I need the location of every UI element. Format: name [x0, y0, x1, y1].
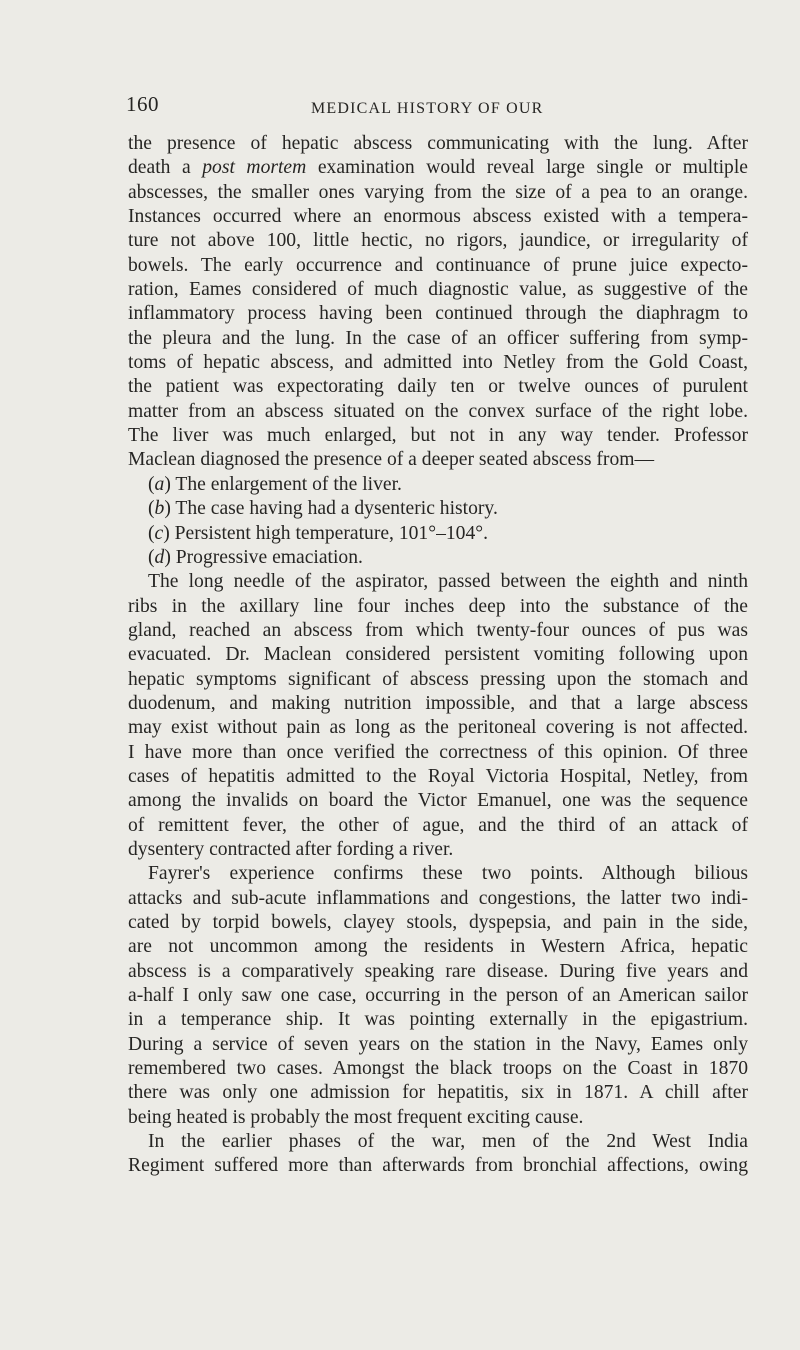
- text-line: inflammatory process having been continued through the diaphragm to: [128, 303, 748, 325]
- text-line: remembered two cases. Amongst the black troops on the Coast in 1870: [128, 1058, 748, 1080]
- list-item-c: (c) Persistent high temperature, 101°–104°.: [148, 522, 488, 544]
- list-letter: a: [154, 473, 165, 495]
- page-number: 160: [126, 92, 159, 116]
- text-line: the presence of hepatic abscess communicating with the lung. After: [128, 133, 748, 154]
- text-line: dysentery contracted after fording a river.: [128, 838, 454, 860]
- text-line: ration, Eames considered of much diagnostic value, as suggestive of the: [128, 279, 748, 301]
- text-line: abscess is a comparatively speaking rare disease. During five years and: [128, 960, 748, 982]
- list-item-b: (b) The case having had a dysenteric history.: [148, 498, 498, 520]
- text-line: cases of hepatitis admitted to the Royal Victoria Hospital, Netley, from: [128, 765, 748, 787]
- text-line: cated by torpid bowels, clayey stools, dyspepsia, and pain in the side,: [128, 912, 748, 933]
- text-line: toms of hepatic abscess, and admitted into Netley from the Gold Coast,: [128, 352, 748, 374]
- text-line: gland, reached an abscess from which twenty-four ounces of pus was: [128, 619, 748, 641]
- text-line: the pleura and the lung. In the case of an officer suffering from symp-: [128, 327, 748, 349]
- body-text: [128, 132, 748, 1179]
- text-line: abscesses, the smaller ones varying from the size of a pea to an orange.: [128, 181, 748, 203]
- text-line: there was only one admission for hepatitis, six in 1871. A chill after: [128, 1082, 748, 1104]
- text-line: duodenum, and making nutrition impossible, and that a large abscess: [128, 692, 748, 714]
- text-line: ribs in the axillary line four inches deep into the substance of the: [128, 595, 748, 617]
- text-line: death a post mortem examination would reveal large single or multiple: [128, 157, 748, 179]
- list-letter: c: [154, 522, 164, 544]
- list-item-d: (d) Progressive emaciation.: [148, 546, 363, 568]
- text-line: hepatic symptoms significant of abscess pressing upon the stomach and: [128, 668, 748, 690]
- text-line: bowels. The early occurrence and continuance of prune juice expecto-: [128, 254, 748, 276]
- text-line: in a temperance ship. It was pointing externally in the epigastrium.: [128, 1009, 748, 1031]
- list-letter: d: [154, 546, 165, 568]
- text-line: Fayrer's experience confirms these two points. Although bilious: [148, 863, 748, 885]
- text-line: of remittent fever, the other of ague, and the third of an attack of: [128, 814, 748, 836]
- text-line: The liver was much enlarged, but not in any way tender. Professor: [128, 425, 748, 447]
- running-title: MEDICAL HISTORY OF OUR: [311, 100, 544, 117]
- text-line: Maclean diagnosed the presence of a deeper seated abscess from—: [128, 449, 655, 471]
- italic-phrase: post mortem: [202, 157, 307, 179]
- text-line: I have more than once verified the correctness of this opinion. Of three: [128, 741, 748, 763]
- list-item-a: (a) The enlargement of the liver.: [148, 473, 402, 495]
- text-line: Instances occurred where an enormous abscess existed with a tempera-: [128, 206, 748, 228]
- text-line: Regiment suffered more than afterwards from bronchial affections, owing: [128, 1155, 748, 1177]
- text-line: are not uncommon among the residents in Western Africa, hepatic: [128, 936, 748, 958]
- text-line: The long needle of the aspirator, passed between the eighth and ninth: [148, 571, 748, 593]
- text-line: among the invalids on board the Victor Emanuel, one was the sequence: [128, 790, 748, 812]
- text-line: matter from an abscess situated on the convex surface of the right lobe.: [128, 400, 748, 422]
- text-line: being heated is probably the most frequent exciting cause.: [128, 1106, 584, 1128]
- list-letter: b: [154, 498, 165, 520]
- text-line: In the earlier phases of the war, men of the 2nd West India: [148, 1131, 748, 1153]
- text-line: evacuated. Dr. Maclean considered persistent vomiting following upon: [128, 644, 748, 666]
- text-line: a-half I only saw one case, occurring in the person of an American sailor: [128, 985, 748, 1007]
- text-line: the patient was expectorating daily ten or twelve ounces of purulent: [128, 376, 748, 398]
- text-line: During a service of seven years on the station in the Navy, Eames only: [128, 1033, 748, 1055]
- text-line: attacks and sub-acute inflammations and congestions, the latter two indi-: [128, 887, 748, 909]
- text-line: ture not above 100, little hectic, no rigors, jaundice, or irregularity of: [128, 230, 748, 252]
- text-line: may exist without pain as long as the peritoneal covering is not affected.: [128, 717, 748, 739]
